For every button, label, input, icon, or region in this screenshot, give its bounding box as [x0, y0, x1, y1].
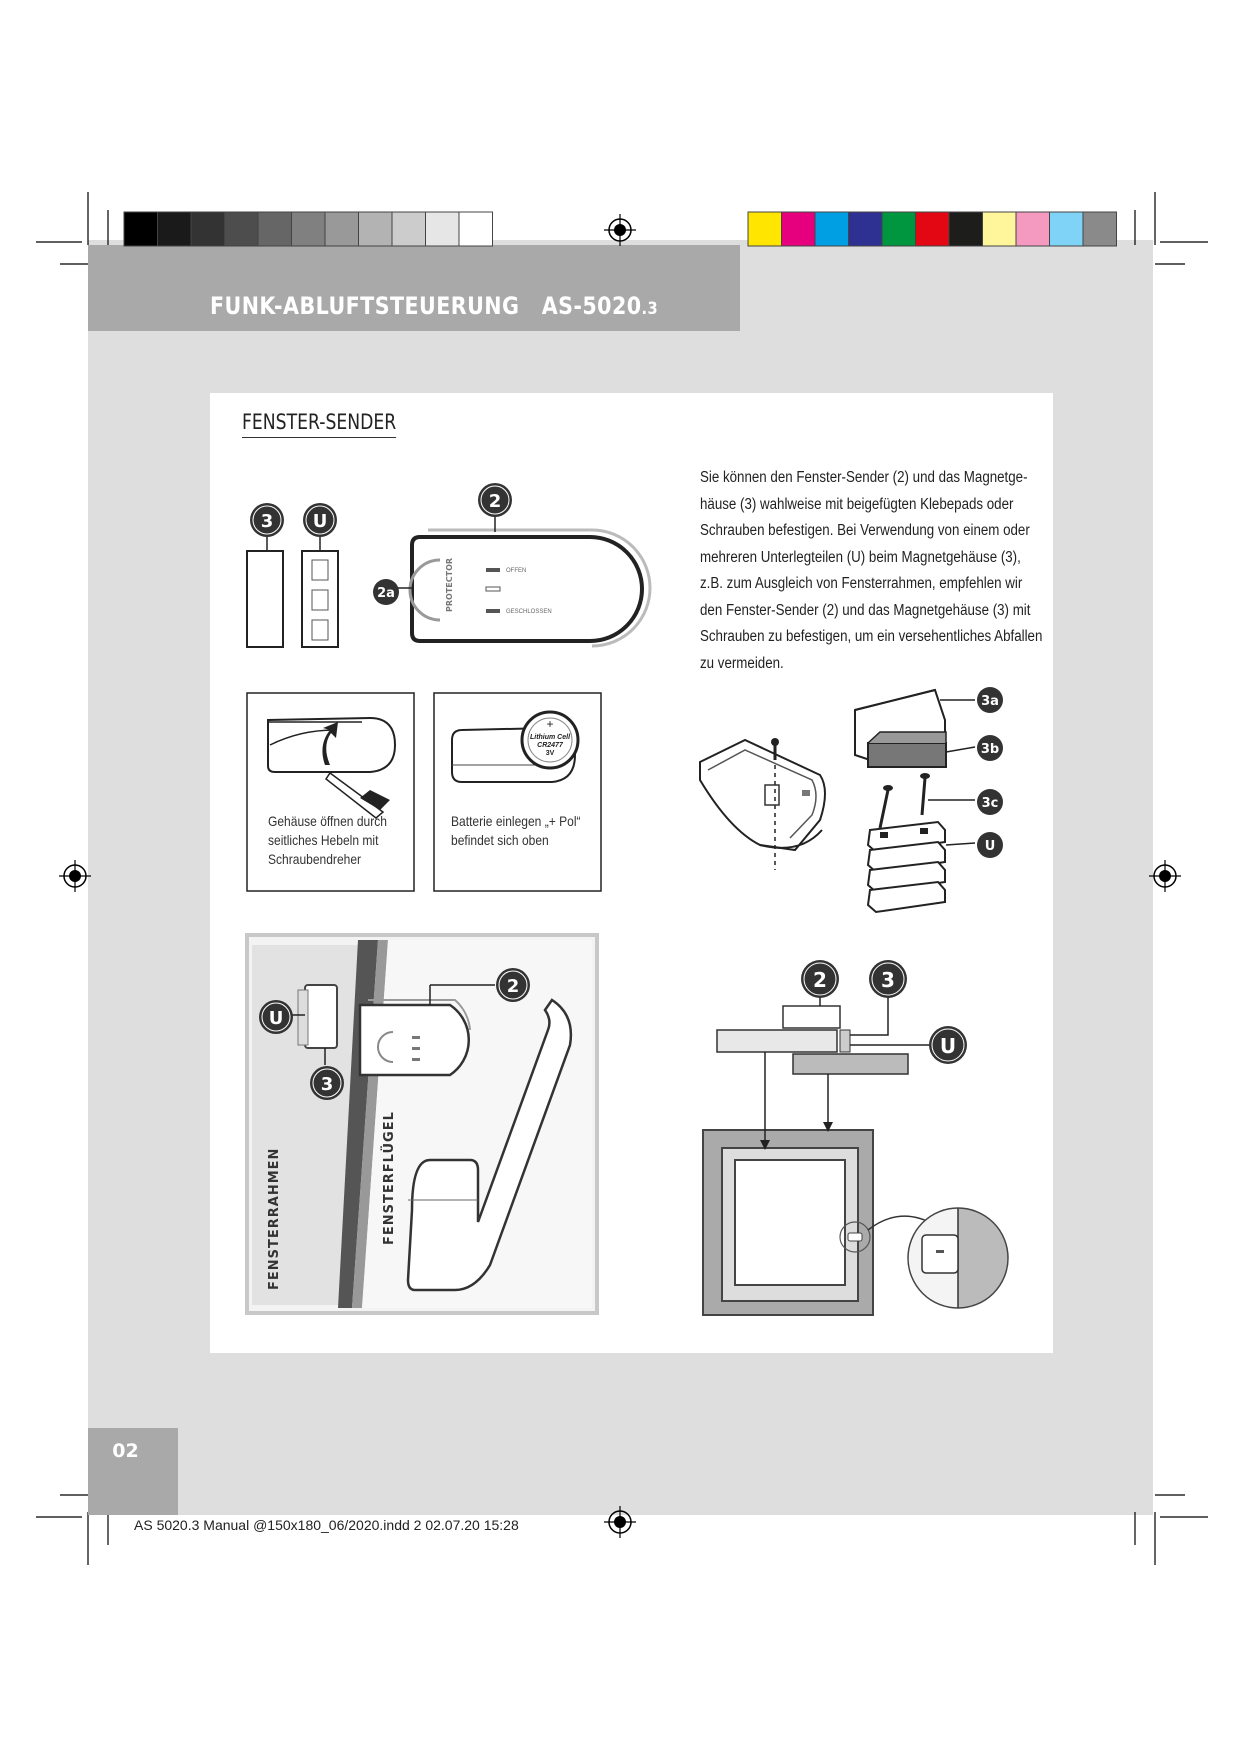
callout-u-mount — [977, 832, 1003, 858]
callout-3b — [977, 735, 1003, 761]
battery-model: CR2477 — [537, 742, 563, 749]
svg-text:U: U — [939, 1034, 957, 1058]
callout-2-schematic — [801, 960, 839, 998]
callout-2-install — [496, 968, 530, 1002]
svg-text:3a: 3a — [981, 694, 999, 709]
callout-u-top — [303, 503, 337, 537]
led-open-label: OFFEN — [506, 568, 527, 574]
callout-3-install — [310, 1066, 344, 1100]
insert-battery-box — [434, 693, 601, 891]
svg-text:3: 3 — [881, 968, 895, 992]
page-number: 02 — [112, 1440, 139, 1462]
svg-text:3: 3 — [260, 511, 274, 532]
spacer-drawing — [302, 551, 338, 647]
mounted-transmitter-drawing — [360, 1005, 469, 1075]
svg-text:2: 2 — [488, 491, 502, 512]
callout-2-top — [478, 483, 512, 517]
svg-text:2a: 2a — [377, 586, 395, 601]
device-brand-text: PROTECTOR — [445, 557, 454, 612]
window-schematic — [703, 975, 1018, 1320]
callout-3c — [977, 789, 1003, 815]
mounting-exploded-view — [700, 690, 975, 912]
frame-label: FENSTERRAHMEN — [267, 1147, 282, 1290]
svg-text:U: U — [984, 839, 996, 854]
caption-open-housing: Gehäuse öffnen durch seitliches Hebeln mit Schraubendreher — [268, 813, 387, 867]
intro-paragraph: Sie können den Fenster-Sender (2) und das Magnetge- häuse (3) wahlweise mit beigefügten Klebepads oder Schrauben befestigen. Bei Verwendung von einem oder mehreren Unterlegteilen (U) beim Magnetgehäuse (3), z.B. zum Ausgleich von Fensterrahmen, empfehlen wir den Fenster-Sender (2) und das Magnetgehäuse (3) mit Schrauben zu befestigen, um ein versehentliches Abfallen zu vermeiden. — [700, 469, 1043, 672]
callout-u-schematic — [929, 1026, 967, 1064]
callout-u-install — [259, 1000, 293, 1034]
footer-slug: AS 5020.3 Manual @150x180_06/2020.indd 2 02.07.20 15:28 — [134, 1517, 519, 1533]
section-heading: FENSTER-SENDER — [242, 410, 396, 438]
led-open-icon — [486, 568, 500, 572]
svg-text:U: U — [268, 1008, 284, 1029]
svg-text:3: 3 — [320, 1074, 334, 1095]
battery-plus: + — [546, 717, 554, 731]
svg-text:U: U — [312, 511, 328, 532]
callout-3-schematic — [869, 960, 907, 998]
battery-voltage: 3V — [545, 750, 555, 757]
caption-insert-battery: Batterie einlegen „+ Pol“ befindet sich oben — [451, 813, 581, 848]
callout-3-top — [250, 503, 284, 537]
document-title: FUNK-ABLUFTSTEUERUNG AS-5020.3 — [210, 292, 659, 320]
svg-text:3b: 3b — [980, 742, 1000, 757]
svg-text:2: 2 — [813, 968, 827, 992]
callout-3a — [977, 687, 1003, 713]
svg-text:2: 2 — [506, 976, 520, 997]
mounted-magnet-drawing — [305, 985, 337, 1048]
magnet-housing-drawing — [247, 551, 283, 647]
led-closed-icon — [486, 609, 500, 613]
sash-label: FENSTERFLÜGEL — [382, 1111, 397, 1245]
installation-diagram — [247, 935, 597, 1313]
svg-text:3c: 3c — [981, 796, 999, 811]
callout-2a — [373, 579, 399, 605]
led-closed-label: GESCHLOSSEN — [506, 609, 552, 615]
battery-type: Lithium Cell — [529, 734, 571, 741]
